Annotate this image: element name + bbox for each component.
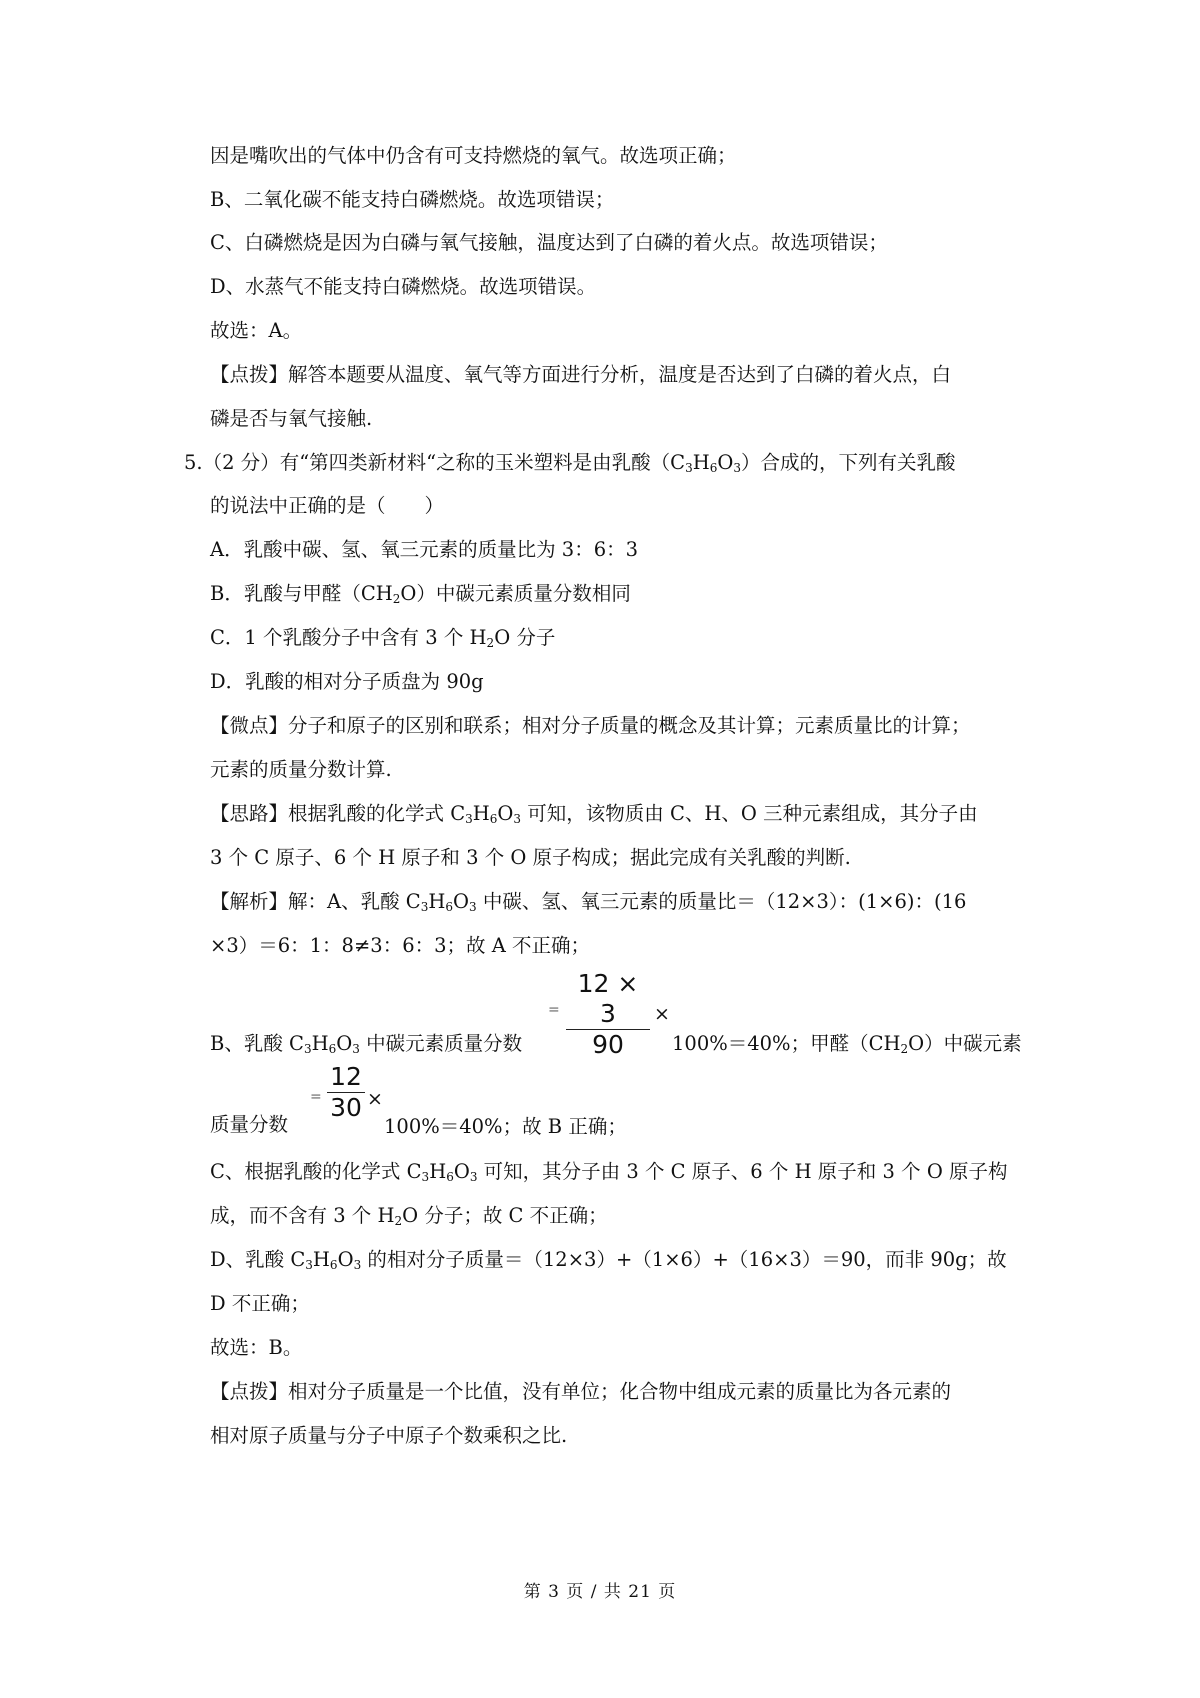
question-5-stem: 5.（2 分）有“第四类新材料“之称的玉米塑料是由乳酸$(C_3H_6O_3)$合成的，下列有关乳酸 xyxy=(184,451,956,475)
weidian-line: 元素的质量分数计算. xyxy=(210,758,392,781)
jiexi-c-line: 成，而不含有 3 个 $H_2O$ 分子；故 C 不正确； xyxy=(210,1204,608,1228)
jiexi-d-line: D、乳酸 $C_3H_6O_3$ 的相对分子质量＝（12×3）+（1×6）+（16×3）＝90，而非 90g；故 xyxy=(210,1248,1007,1272)
fraction-12x3-over-90 xyxy=(566,969,650,1060)
fraction-12-over-30 xyxy=(327,1062,365,1123)
jiexi-d-line: D 不正确； xyxy=(210,1292,310,1315)
times-sign: × xyxy=(367,1088,383,1110)
text-line: B、二氧化碳不能支持白磷燃烧。故选项错误； xyxy=(210,188,615,211)
text-line: 因是嘴吹出的气体中仍含有可支持燃烧的氧气。故选项正确； xyxy=(210,144,737,167)
silu-line: 3 个 C 原子、6 个 H 原子和 3 个 O 原子构成；据此完成有关乳酸的判断. xyxy=(210,846,851,869)
fraction-denominator: 30 xyxy=(330,1093,362,1122)
dianbo-line: 相对原子质量与分子中原子个数乘积之比. xyxy=(210,1424,568,1447)
option-c: C．1 个乳酸分子中含有 3 个 $H_2O$ 分子 xyxy=(210,626,556,650)
jiexi-b-line2-cont: 100%＝40%；故 B 正确； xyxy=(384,1115,627,1138)
text-line: D、水蒸气不能支持白磷燃烧。故选项错误。 xyxy=(210,275,597,298)
text-line: 故选：A。 xyxy=(210,319,303,342)
jiexi-c-line: C、根据乳酸的化学式 $C_3H_6O_3$ 可知，其分子由 3 个 C 原子、6 个 H 原子和 3 个 O 原子构 xyxy=(210,1160,1008,1184)
text-line: 【点拨】解答本题要从温度、氧气等方面进行分析，温度是否达到了白磷的着火点，白 xyxy=(210,363,952,386)
jiexi-line: 【解析】解：A、乳酸 $C_3H_6O_3$ 中碳、氢、氧三元素的质量比＝（12×3）：(1×6)：(16 xyxy=(210,890,967,914)
text-line: 磷是否与氧气接触. xyxy=(210,407,373,430)
fraction-numerator: 12 × 3 xyxy=(577,969,639,1028)
equals-sign: = xyxy=(310,1089,322,1105)
times-sign: × xyxy=(654,1003,670,1025)
weidian-line: 【微点】分子和原子的区别和联系；相对分子质量的概念及其计算；元素质量比的计算； xyxy=(210,714,971,737)
jiexi-line: ×3）＝6：1：8≠3：6：3；故 A 不正确； xyxy=(210,934,591,957)
dianbo-line: 【点拨】相对分子质量是一个比值，没有单位；化合物中组成元素的质量比为各元素的 xyxy=(210,1380,952,1403)
fraction-denominator: 90 xyxy=(592,1030,624,1059)
equals-sign: = xyxy=(548,1002,560,1018)
jiexi-b-line: B、乳酸 $C_3H_6O_3$ 中碳元素质量分数 xyxy=(210,1032,523,1056)
fraction-numerator: 12 xyxy=(330,1062,362,1091)
text-line: C、白磷燃烧是因为白磷与氧气接触，温度达到了白磷的着火点。故选项错误； xyxy=(210,231,888,254)
option-a: A．乳酸中碳、氢、氧三元素的质量比为 3：6：3 xyxy=(210,538,639,561)
answer-line: 故选：B。 xyxy=(210,1336,303,1359)
jiexi-b-line2: 质量分数 xyxy=(210,1113,289,1136)
page-footer: 第 3 页 / 共 21 页 xyxy=(523,1582,677,1602)
jiexi-b-line-cont: 100%＝40%；甲醛$(CH_2O)$中碳元素 xyxy=(672,1032,1022,1056)
question-number: 5. xyxy=(184,451,203,474)
silu-line: 【思路】根据乳酸的化学式 $C_3H_6O_3$ 可知，该物质由 C、H、O 三种元素组成，其分子由 xyxy=(210,802,978,826)
option-d: D．乳酸的相对分子质盘为 90g xyxy=(210,670,484,693)
option-b: B．乳酸与甲醛$(CH_2O)$中碳元素质量分数相同 xyxy=(210,582,631,606)
question-5-stem-cont: 的说法中正确的是（ ） xyxy=(210,494,445,517)
